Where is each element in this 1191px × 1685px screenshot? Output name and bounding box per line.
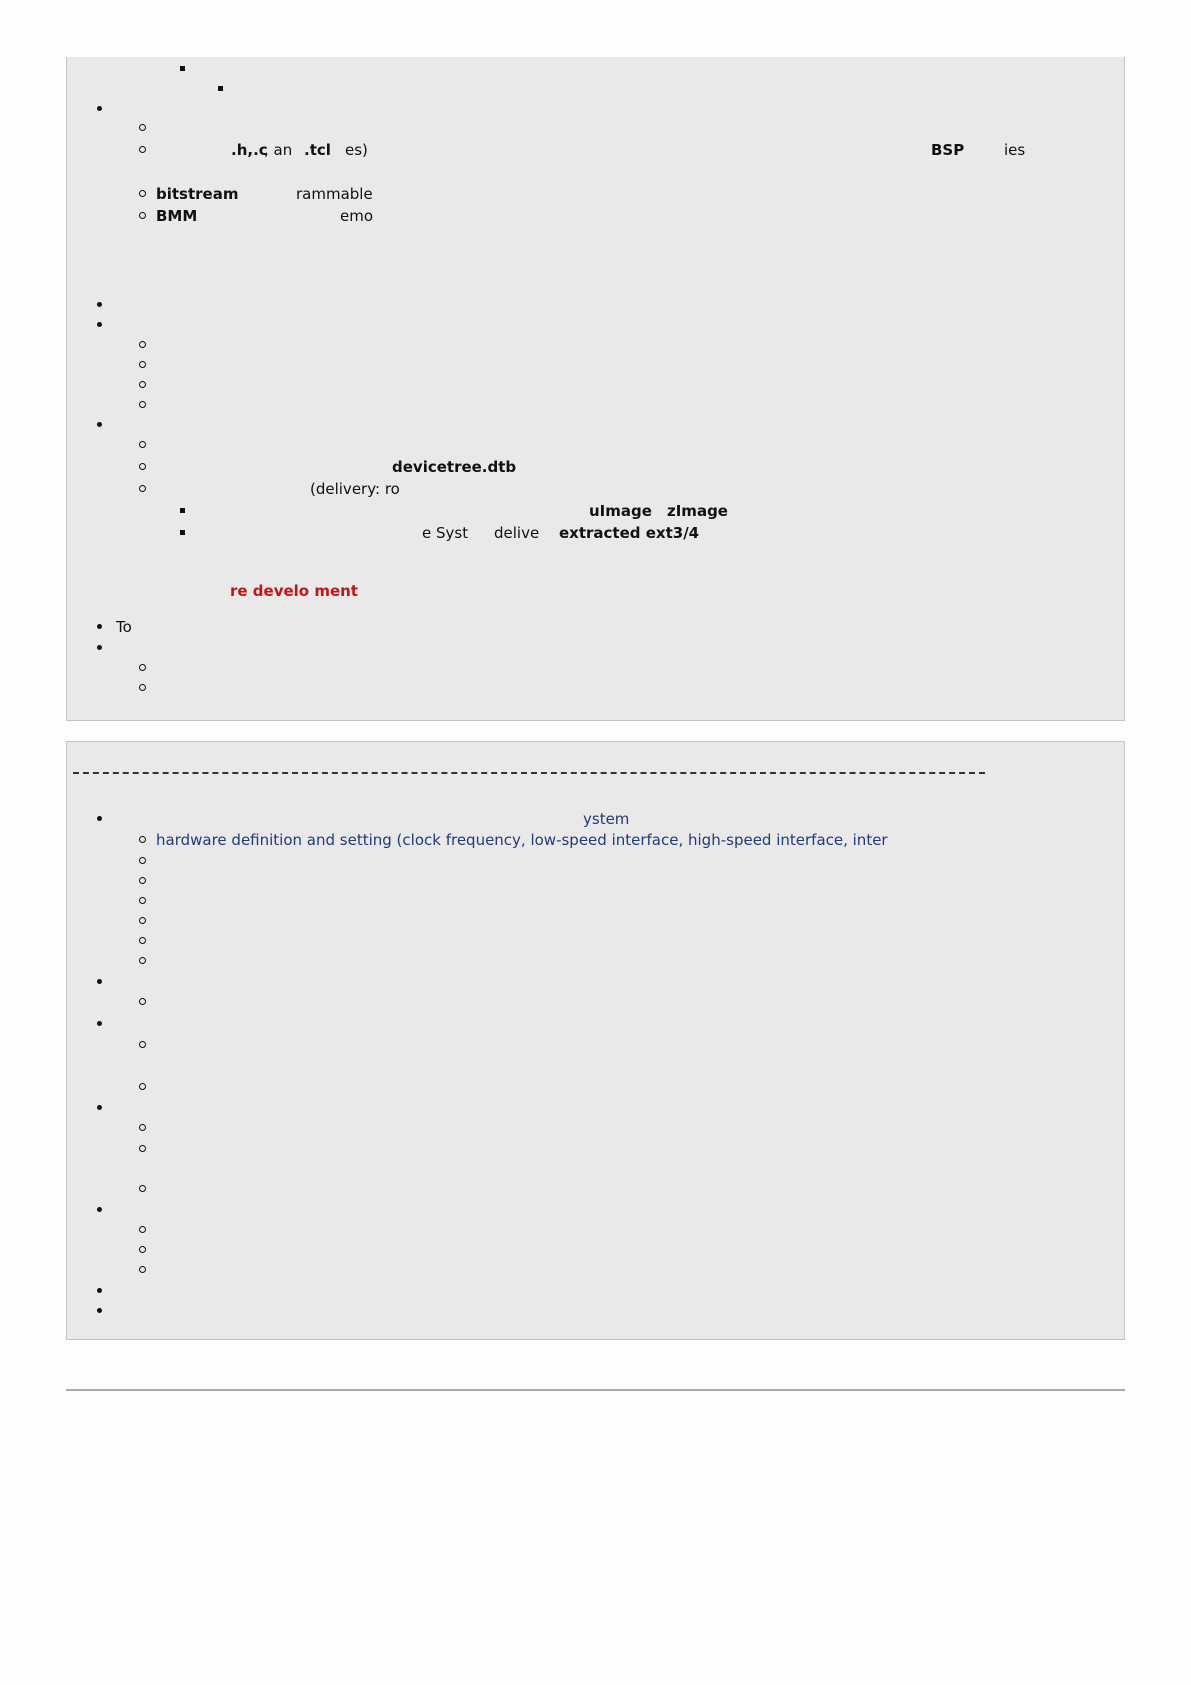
list-item bbox=[67, 184, 1124, 204]
circle-bullet-icon bbox=[139, 998, 146, 1005]
text-fragment: emo bbox=[340, 207, 374, 225]
list-item bbox=[67, 523, 1124, 543]
list-item bbox=[67, 1220, 1124, 1240]
circle-bullet-icon bbox=[139, 917, 146, 924]
circle-bullet-icon bbox=[139, 1185, 146, 1192]
list-item bbox=[67, 1118, 1124, 1138]
circle-bullet-icon bbox=[139, 190, 146, 197]
list-item bbox=[67, 59, 1124, 79]
list-item bbox=[67, 1098, 1124, 1118]
list-item bbox=[67, 206, 1124, 226]
circle-bullet-icon bbox=[139, 463, 146, 470]
list-item bbox=[67, 355, 1124, 375]
list-item bbox=[67, 118, 1124, 138]
circle-bullet-icon bbox=[139, 836, 146, 843]
list-item bbox=[67, 871, 1124, 891]
disc-bullet-icon bbox=[97, 979, 102, 984]
disc-bullet-icon bbox=[97, 645, 102, 650]
list-item bbox=[67, 335, 1124, 355]
list-item bbox=[67, 1260, 1124, 1280]
circle-bullet-icon bbox=[139, 1124, 146, 1131]
list-item bbox=[67, 140, 1124, 160]
circle-bullet-icon bbox=[139, 1145, 146, 1152]
circle-bullet-icon bbox=[139, 1266, 146, 1273]
square-bullet-icon bbox=[218, 86, 223, 91]
text-fragment: devicetree.dtb bbox=[392, 458, 517, 476]
circle-bullet-icon bbox=[139, 361, 146, 368]
list-item bbox=[67, 1281, 1124, 1301]
text-fragment: (delivery: ro bbox=[310, 480, 400, 498]
circle-bullet-icon bbox=[139, 1226, 146, 1233]
disc-bullet-icon bbox=[97, 1288, 102, 1293]
list-item bbox=[67, 415, 1124, 435]
circle-bullet-icon bbox=[139, 1246, 146, 1253]
list-item bbox=[67, 1200, 1124, 1220]
list-item bbox=[67, 972, 1124, 992]
circle-bullet-icon bbox=[139, 937, 146, 944]
disc-bullet-icon bbox=[97, 1207, 102, 1212]
circle-bullet-icon bbox=[139, 957, 146, 964]
square-bullet-icon bbox=[180, 66, 185, 71]
circle-bullet-icon bbox=[139, 857, 146, 864]
list-item bbox=[67, 457, 1124, 477]
circle-bullet-icon bbox=[139, 485, 146, 492]
list-item bbox=[67, 501, 1124, 521]
disc-bullet-icon bbox=[97, 624, 102, 629]
text-fragment: delive bbox=[494, 524, 540, 542]
content-panel-1 bbox=[66, 57, 1125, 721]
horizontal-divider bbox=[66, 1389, 1125, 1391]
disc-bullet-icon bbox=[97, 816, 102, 821]
list-item bbox=[67, 435, 1124, 455]
disc-bullet-icon bbox=[97, 1105, 102, 1110]
text-fragment: , an bbox=[264, 141, 293, 159]
list-item bbox=[67, 375, 1124, 395]
list-item bbox=[67, 1301, 1124, 1321]
text-fragment: .h,.c bbox=[231, 141, 268, 159]
text-fragment: To bbox=[116, 618, 132, 636]
list-item bbox=[67, 1139, 1124, 1159]
text-fragment: uImage bbox=[589, 502, 652, 520]
list-item bbox=[67, 951, 1124, 971]
list-item bbox=[67, 315, 1124, 335]
text-fragment: BSP bbox=[931, 141, 965, 159]
dashed-divider bbox=[73, 772, 985, 774]
list-item bbox=[67, 911, 1124, 931]
square-bullet-icon bbox=[180, 508, 185, 513]
text-fragment: BMM bbox=[156, 207, 198, 225]
circle-bullet-icon bbox=[139, 212, 146, 219]
disc-bullet-icon bbox=[97, 1308, 102, 1313]
list-item bbox=[67, 479, 1124, 499]
disc-bullet-icon bbox=[97, 106, 102, 111]
disc-bullet-icon bbox=[97, 302, 102, 307]
list-item bbox=[67, 830, 1124, 850]
list-item bbox=[67, 891, 1124, 911]
disc-bullet-icon bbox=[97, 322, 102, 327]
text-fragment: ies bbox=[1004, 141, 1026, 159]
disc-bullet-icon bbox=[97, 422, 102, 427]
circle-bullet-icon bbox=[139, 381, 146, 388]
text-fragment: bitstream bbox=[156, 185, 239, 203]
text-fragment: es) bbox=[345, 141, 368, 159]
circle-bullet-icon bbox=[139, 897, 146, 904]
circle-bullet-icon bbox=[139, 684, 146, 691]
list-item bbox=[67, 1014, 1124, 1034]
list-item bbox=[67, 931, 1124, 951]
list-item bbox=[67, 1077, 1124, 1097]
list-item bbox=[67, 809, 1124, 829]
list-item bbox=[67, 678, 1124, 698]
list-item bbox=[67, 99, 1124, 119]
text-fragment: e Syst bbox=[422, 524, 469, 542]
text-fragment: zImage bbox=[667, 502, 728, 520]
circle-bullet-icon bbox=[139, 124, 146, 131]
list-item bbox=[67, 658, 1124, 678]
list-item bbox=[67, 617, 1124, 637]
list-item bbox=[67, 295, 1124, 315]
circle-bullet-icon bbox=[139, 401, 146, 408]
text-fragment: ystem bbox=[583, 810, 630, 828]
list-item bbox=[67, 1035, 1124, 1055]
list-item bbox=[67, 992, 1124, 1012]
disc-bullet-icon bbox=[97, 1021, 102, 1026]
circle-bullet-icon bbox=[139, 146, 146, 153]
text-fragment: rammable bbox=[296, 185, 373, 203]
list-item bbox=[67, 1240, 1124, 1260]
list-item-text: hardware definition and setting (clock frequency, low-speed interface, high-speed interface, inter bbox=[156, 831, 888, 849]
text-fragment: .tcl bbox=[304, 141, 331, 159]
circle-bullet-icon bbox=[139, 664, 146, 671]
circle-bullet-icon bbox=[139, 341, 146, 348]
circle-bullet-icon bbox=[139, 877, 146, 884]
list-item bbox=[67, 79, 1124, 99]
list-item bbox=[67, 851, 1124, 871]
circle-bullet-icon bbox=[139, 441, 146, 448]
circle-bullet-icon bbox=[139, 1083, 146, 1090]
section-heading: re develo ment bbox=[230, 582, 358, 600]
circle-bullet-icon bbox=[139, 1041, 146, 1048]
square-bullet-icon bbox=[180, 530, 185, 535]
list-item bbox=[67, 395, 1124, 415]
list-item bbox=[67, 638, 1124, 658]
list-item bbox=[67, 1179, 1124, 1199]
content-panel-2 bbox=[66, 741, 1125, 1340]
text-fragment: extracted ext3/4 bbox=[559, 524, 700, 542]
